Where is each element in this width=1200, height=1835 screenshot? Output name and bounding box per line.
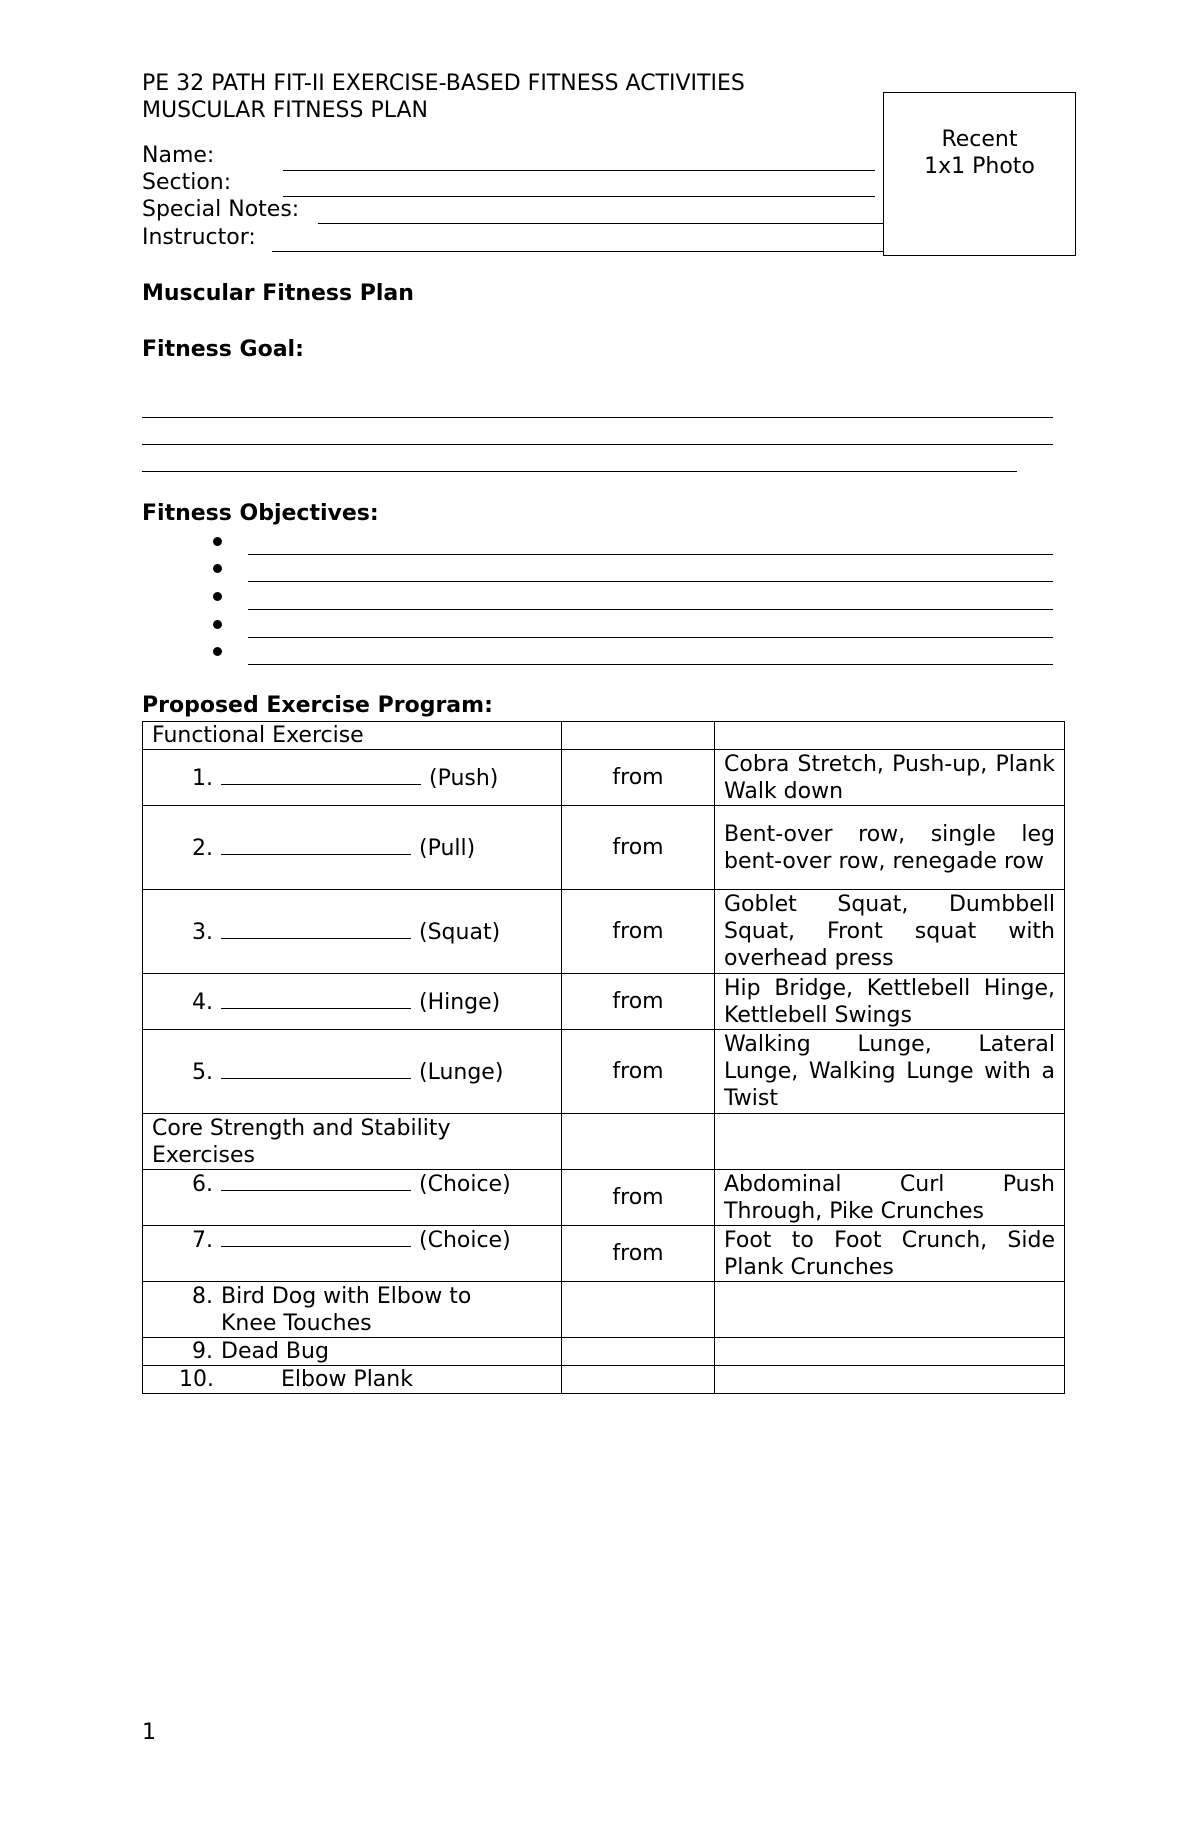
bullet-icon [213,620,222,629]
row-number: 1. [192,765,213,791]
table-row [143,890,1065,974]
objective-line-1[interactable] [248,554,1053,555]
exercise-blank[interactable] [221,764,421,785]
exercise-type: (Lunge) [419,1059,504,1085]
goal-line-3[interactable] [142,471,1017,472]
row-number: 5. [192,1059,213,1085]
exercise-blank[interactable] [221,988,411,1009]
from-label: from [562,750,715,806]
exercise-options: Goblet Squat, Dumbbell Squat, Front squat with overhead press [715,890,1065,974]
page-number: 1 [142,1720,156,1745]
photo-box [883,92,1076,256]
table-row [143,1282,1065,1338]
row-number: 7. [192,1228,213,1253]
bullet-icon [213,537,222,546]
row-number: 10. [179,1367,214,1392]
goal-line-2[interactable] [142,444,1053,445]
table-row [143,1170,1065,1226]
exercise-label: Elbow Plank [281,1367,413,1392]
row-number: 3. [192,919,213,945]
plan-title: MUSCULAR FITNESS PLAN [142,98,428,123]
from-label: from [562,1226,715,1282]
from-label: from [562,806,715,890]
objective-line-4[interactable] [248,637,1053,638]
exercise-options: Cobra Stretch, Push-up, Plank Walk down [715,750,1065,806]
exercise-options: Bent-over row, single leg bent-over row, renegade row [715,806,1065,890]
exercise-type: (Choice) [419,1172,511,1197]
table-row [143,1030,1065,1114]
name-field[interactable] [283,170,875,171]
goal-heading: Fitness Goal: [142,337,304,362]
exercise-options: Hip Bridge, Kettlebell Hinge, Kettlebell Swings [715,974,1065,1030]
table-row [143,974,1065,1030]
exercise-type: (Choice) [419,1228,511,1253]
program-heading: Proposed Exercise Program: [142,693,493,718]
bullet-icon [213,647,222,656]
table-row [143,1226,1065,1282]
exercise-type: (Hinge) [419,989,501,1015]
exercise-type: (Pull) [419,835,476,861]
exercise-blank[interactable] [221,1058,411,1079]
special-notes-label: Special Notes: [142,197,300,222]
plan-heading: Muscular Fitness Plan [142,281,414,306]
table-row [143,1366,1065,1394]
row-number: 2. [192,835,213,861]
row-number: 8. [192,1283,213,1309]
objective-line-2[interactable] [248,581,1053,582]
exercise-blank[interactable] [221,1170,411,1191]
section-label: Section: [142,170,232,195]
exercise-blank[interactable] [221,834,411,855]
objective-line-3[interactable] [248,609,1053,610]
from-label: from [562,1030,715,1114]
exercise-blank[interactable] [221,1226,411,1247]
exercise-options: Abdominal Curl Push Through, Pike Crunches [715,1170,1065,1226]
goal-line-1[interactable] [142,417,1053,418]
course-title: PE 32 PATH FIT-II EXERCISE-BASED FITNESS ACTIVITIES [142,71,745,96]
exercise-type: (Push) [429,765,499,791]
objectives-heading: Fitness Objectives: [142,501,379,526]
photo-box-line1: Recent [941,127,1018,152]
table-row [143,1114,1065,1170]
objective-line-5[interactable] [248,664,1053,665]
photo-box-line2: 1x1 Photo [924,154,1035,179]
exercise-options: Foot to Foot Crunch, Side Plank Crunches [715,1226,1065,1282]
exercise-type: (Squat) [419,919,501,945]
table-row [143,750,1065,806]
exercise-label: Bird Dog with Elbow to Knee Touches [221,1283,472,1336]
core-heading: Core Strength and Stability Exercises [143,1114,562,1170]
from-label: from [562,1170,715,1226]
bullet-icon [213,564,222,573]
row-number: 4. [192,989,213,1015]
exercise-program-table [142,721,1065,1394]
exercise-label: Dead Bug [221,1339,329,1364]
instructor-field[interactable] [272,251,883,252]
exercise-options: Walking Lunge, Lateral Lunge, Walking Lunge with a Twist [715,1030,1065,1114]
table-row [143,1338,1065,1366]
table-row [143,806,1065,890]
row-number: 6. [192,1172,213,1197]
instructor-label: Instructor: [142,225,256,250]
from-label: from [562,974,715,1030]
table-row [143,722,1065,750]
name-label: Name: [142,143,215,168]
section-field[interactable] [283,196,875,197]
bullet-icon [213,592,222,601]
functional-heading: Functional Exercise [143,722,562,750]
special-notes-field[interactable] [318,223,883,224]
from-label: from [562,890,715,974]
exercise-blank[interactable] [221,918,411,939]
row-number: 9. [192,1339,213,1364]
